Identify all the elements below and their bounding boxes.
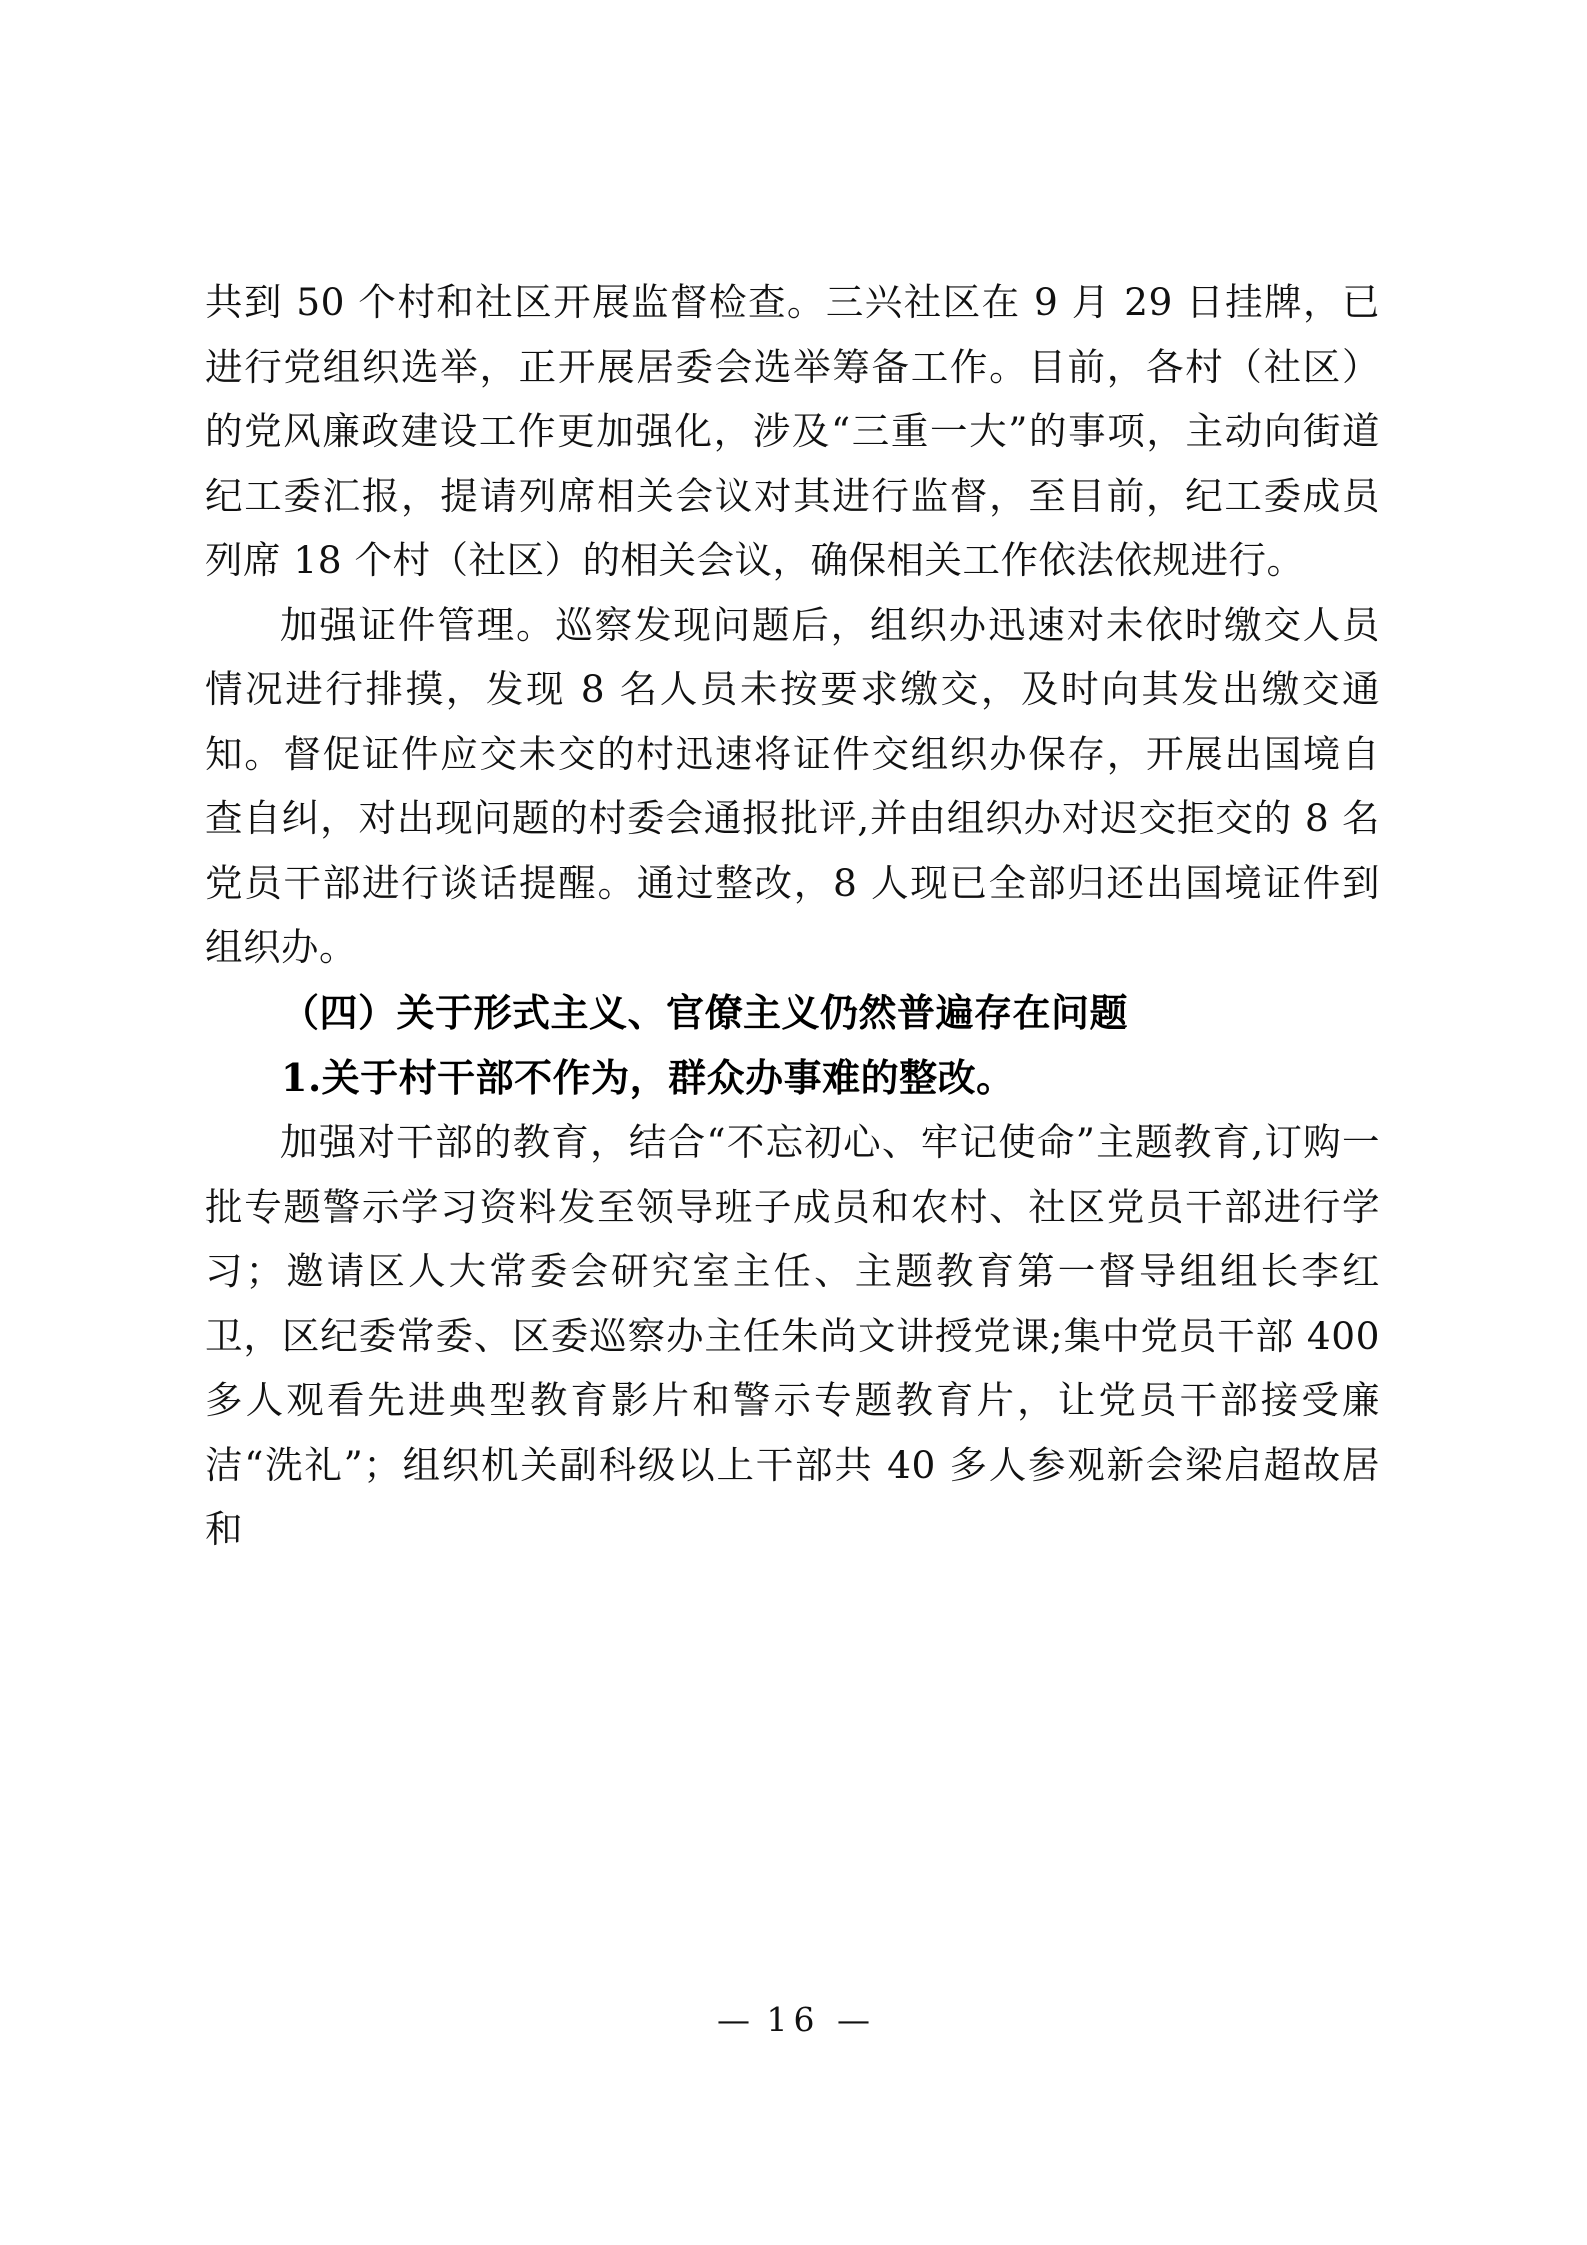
- footer-dash-left: —: [717, 2000, 750, 2039]
- document-body: [205, 270, 1380, 1562]
- body-paragraph-1: 共到 50 个村和社区开展监督检查。三兴社区在 9 月 29 日挂牌，已进行党组织选举，正开展居委会选举筹备工作。目前，各村（社区）的党风廉政建设工作更加强化，涉及“三重一大”的事项，主动向街道纪工委汇报，提请列席相关会议对其进行监督，至目前，纪工委成员列席 18 个村（社区）的相关会议，确保相关工作依法依规进行。: [205, 280, 1380, 582]
- section-heading: （四）关于形式主义、官僚主义仍然普遍存在问题: [281, 989, 1129, 1035]
- page-footer: [0, 2000, 1587, 2039]
- body-paragraph-2: 加强证件管理。巡察发现问题后，组织办迅速对未依时缴交人员情况进行排摸，发现 8 名人员未按要求缴交，及时向其发出缴交通知。督促证件应交未交的村迅速将证件交组织办保存，开展出国境自查自纠，对出现问题的村委会通报批评,并由组织办对迟交拒交的 8 名党员干部进行谈话提醒。通过整改，8 人现已全部归还出国境证件到组织办。: [205, 602, 1380, 969]
- page-number: 16: [766, 2000, 821, 2039]
- footer-dash-right: —: [837, 2000, 870, 2039]
- item-heading: 1.关于村干部不作为，群众办事难的整改。: [281, 1054, 1015, 1100]
- body-paragraph-3: 加强对干部的教育，结合“不忘初心、牢记使命”主题教育,订购一批专题警示学习资料发至领导班子成员和农村、社区党员干部进行学习；邀请区人大常委会研究室主任、主题教育第一督导组组长李红卫，区纪委常委、区委巡察办主任朱尚文讲授党课;集中党员干部 400 多人观看先进典型教育影片和警示专题教育片，让党员干部接受廉洁“洗礼”；组织机关副科级以上干部共 40 多人参观新会梁启超故居和: [205, 1120, 1380, 1552]
